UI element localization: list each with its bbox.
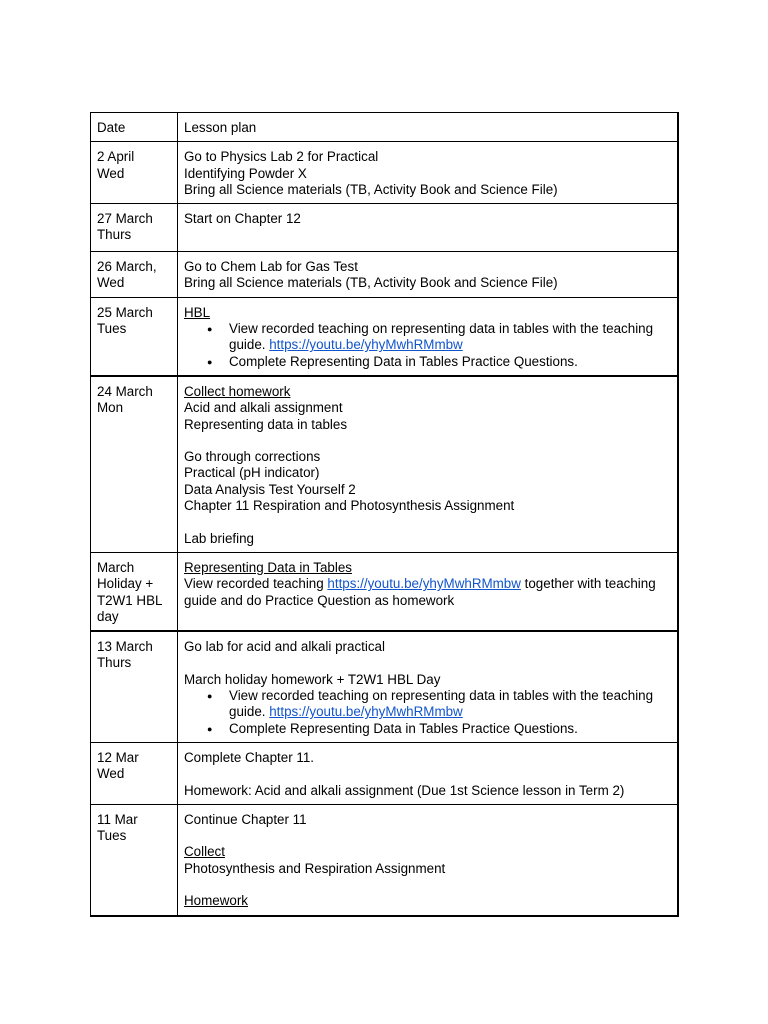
plan-line: Representing data in tables bbox=[184, 416, 348, 432]
list-item bbox=[229, 688, 671, 721]
row-date bbox=[91, 552, 178, 631]
table-row bbox=[91, 376, 678, 552]
row-plan bbox=[178, 252, 678, 298]
header-lesson-plan: Lesson plan bbox=[178, 113, 678, 142]
row-plan bbox=[178, 804, 678, 915]
list-item bbox=[229, 321, 671, 354]
row-plan bbox=[178, 297, 678, 376]
plan-line: Start on Chapter 12 bbox=[184, 211, 301, 227]
plan-line: Go to Chem Lab for Gas Test bbox=[184, 259, 358, 275]
bullet-text: Complete Representing Data in Tables Practice Questions. bbox=[229, 720, 578, 736]
plan-line: Identifying Powder X bbox=[184, 165, 307, 181]
plan-text: together with teaching guide and do Practice Question as homework bbox=[184, 576, 656, 608]
row-date bbox=[91, 204, 178, 252]
bullet-list bbox=[184, 688, 671, 737]
spacer bbox=[184, 655, 671, 671]
plan-line: Go to Physics Lab 2 for Practical bbox=[184, 149, 379, 165]
date-text: 27 March Thurs bbox=[97, 211, 153, 243]
row-plan bbox=[178, 742, 678, 804]
plan-heading: Homework bbox=[184, 893, 248, 909]
spacer bbox=[184, 514, 671, 530]
plan-line: Photosynthesis and Respiration Assignment bbox=[184, 860, 446, 876]
date-text: 2 April Wed bbox=[97, 149, 135, 181]
plan-line: Go lab for acid and alkali practical bbox=[184, 639, 385, 655]
bullet-text: View recorded teaching on representing data in tables with the teaching guide. bbox=[229, 688, 654, 720]
row-date bbox=[91, 142, 178, 204]
plan-line: Acid and alkali assignment bbox=[184, 400, 343, 416]
row-date bbox=[91, 804, 178, 915]
table-row bbox=[91, 297, 678, 376]
plan-line: Go through corrections bbox=[184, 449, 321, 465]
date-text: 12 Mar Wed bbox=[97, 749, 139, 782]
plan-line: Lab briefing bbox=[184, 530, 254, 546]
spacer bbox=[184, 828, 671, 844]
plan-line: Homework: Acid and alkali assignment (Due 1st Science lesson in Term 2) bbox=[184, 782, 625, 798]
table-row bbox=[91, 142, 678, 204]
plan-line: Bring all Science materials (TB, Activity Book and Science File) bbox=[184, 181, 558, 197]
video-link[interactable]: https://youtu.be/yhyMwhRMmbw bbox=[269, 337, 463, 353]
spacer bbox=[184, 877, 671, 893]
table-header-row bbox=[91, 113, 678, 142]
date-text: 13 March Thurs bbox=[97, 639, 153, 671]
table-row bbox=[91, 252, 678, 298]
bullet-list bbox=[184, 321, 671, 370]
date-text: 11 Mar Tues bbox=[97, 811, 138, 844]
list-item bbox=[229, 721, 671, 737]
lesson-plan-table bbox=[90, 112, 679, 917]
bullet-text: View recorded teaching on representing data in tables with the teaching guide. bbox=[229, 321, 654, 353]
plan-line: Data Analysis Test Yourself 2 bbox=[184, 481, 356, 497]
plan-line: Continue Chapter 11 bbox=[184, 811, 307, 827]
bullet-text: Complete Representing Data in Tables Practice Questions. bbox=[229, 353, 578, 369]
video-link[interactable]: https://youtu.be/yhyMwhRMmbw bbox=[269, 704, 463, 720]
table-row bbox=[91, 631, 678, 742]
header-date: Date bbox=[91, 113, 178, 142]
plan-heading: Collect bbox=[184, 844, 225, 860]
date-text: 26 March, Wed bbox=[97, 259, 157, 291]
video-link[interactable]: https://youtu.be/yhyMwhRMmbw bbox=[327, 576, 521, 592]
row-date bbox=[91, 742, 178, 804]
plan-paragraph bbox=[184, 576, 671, 609]
date-text: March Holiday + T2W1 HBL day bbox=[97, 559, 163, 624]
table-row bbox=[91, 204, 678, 252]
table-row bbox=[91, 552, 678, 631]
plan-line: Bring all Science materials (TB, Activity Book and Science File) bbox=[184, 275, 558, 291]
row-date bbox=[91, 376, 178, 552]
date-text: 25 March Tues bbox=[97, 304, 153, 337]
plan-text: View recorded teaching bbox=[184, 576, 328, 592]
plan-line: Practical (pH indicator) bbox=[184, 465, 320, 481]
row-date bbox=[91, 252, 178, 298]
row-plan bbox=[178, 552, 678, 631]
row-date bbox=[91, 297, 178, 376]
list-item bbox=[229, 354, 671, 370]
table-row bbox=[91, 742, 678, 804]
row-plan bbox=[178, 376, 678, 552]
row-plan bbox=[178, 204, 678, 252]
row-plan bbox=[178, 142, 678, 204]
date-text: 24 March Mon bbox=[97, 383, 153, 416]
plan-heading: HBL bbox=[184, 304, 211, 320]
plan-heading: Collect homework bbox=[184, 383, 291, 399]
plan-line: Complete Chapter 11. bbox=[184, 749, 315, 765]
plan-heading: Representing Data in Tables bbox=[184, 559, 352, 575]
table-row bbox=[91, 804, 678, 915]
plan-subheading: March holiday homework + T2W1 HBL Day bbox=[184, 671, 441, 687]
row-plan bbox=[178, 631, 678, 742]
plan-line: Chapter 11 Respiration and Photosynthesis Assignment bbox=[184, 498, 515, 514]
row-date bbox=[91, 631, 178, 742]
spacer bbox=[184, 433, 671, 449]
spacer bbox=[184, 766, 671, 782]
